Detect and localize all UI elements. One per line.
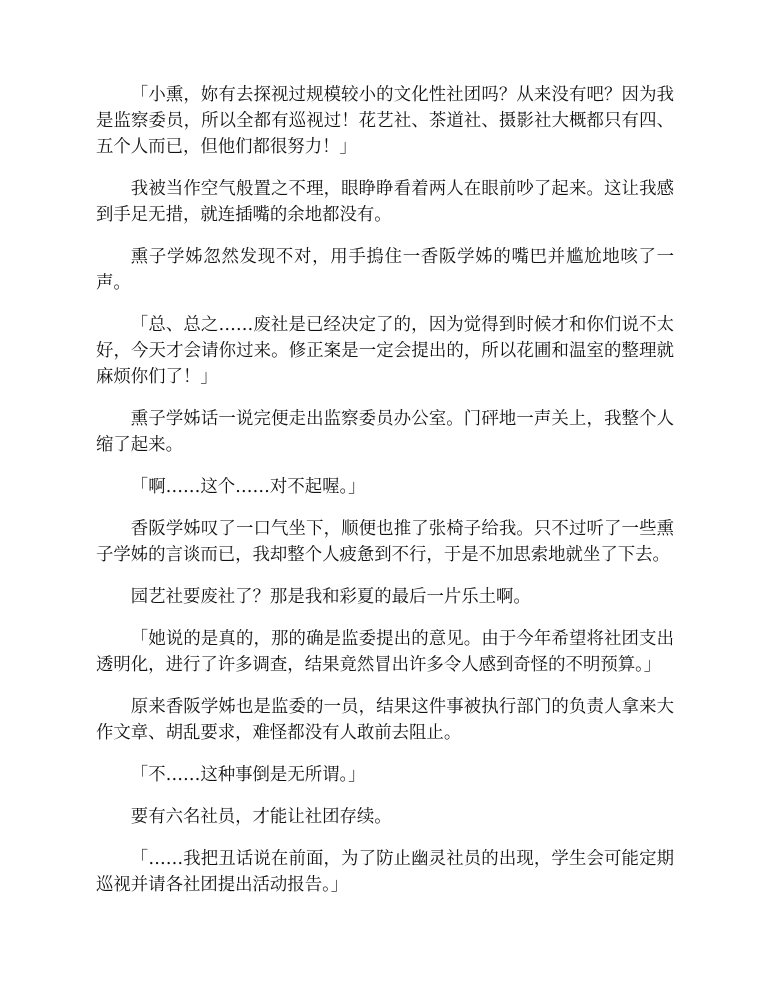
document-page	[96, 82, 674, 914]
paragraph-11: 「不……这种事倒是无所谓。」	[130, 765, 366, 785]
paragraph-12: 要有六名社员，才能让社团存续。	[130, 807, 392, 827]
paragraph-7: 香阪学姊叹了一口气坐下，顺便也推了张椅子给我。只不过听了一些熏子学姊的言谈而已，我却整个人疲惫到不行，于是不加思索地就坐了下去。	[96, 519, 674, 565]
paragraph-2: 我被当作空气般置之不理，眼睁睁看着两人在眼前吵了起来。这让我感到手足无措，就连插嘴的余地都没有。	[96, 179, 674, 225]
paragraph-4: 「总、总之……废社是已经决定了的，因为觉得到时候才和你们说不太好，今天才会请你过来。修正案是一定会提出的，所以花圃和温室的整理就麻烦你们了！」	[96, 315, 674, 387]
paragraph-8: 园艺社要废社了？那是我和彩夏的最后一片乐土啊。	[130, 587, 531, 607]
paragraph-6: 「啊……这个……对不起喔。」	[130, 477, 366, 497]
paragraph-9: 「她说的是真的，那的确是监委提出的意见。由于今年希望将社团支出透明化，进行了许多调查，结果竟然冒出许多令人感到奇怪的不明预算。」	[96, 629, 674, 675]
paragraph-5: 熏子学姊话一说完便走出监察委员办公室。门砰地一声关上，我整个人缩了起来。	[96, 409, 674, 455]
paragraph-3: 熏子学姊忽然发现不对，用手摀住一香阪学姊的嘴巴并尴尬地咳了一声。	[96, 247, 674, 293]
paragraph-13: 「……我把丑话说在前面，为了防止幽灵社员的出现，学生会可能定期巡视并请各社团提出活动报告。」	[96, 849, 674, 895]
paragraph-10: 原来香阪学姊也是监委的一员，结果这件事被执行部门的负责人拿来大作文章、胡乱要求，难怪都没有人敢前去阻止。	[96, 697, 674, 743]
paragraph-1: 「小熏，妳有去探视过规模较小的文化性社团吗？从来没有吧？因为我是监察委员，所以全都有巡视过！花艺社、茶道社、摄影社大概都只有四、五个人而已，但他们都很努力！」	[96, 85, 674, 157]
